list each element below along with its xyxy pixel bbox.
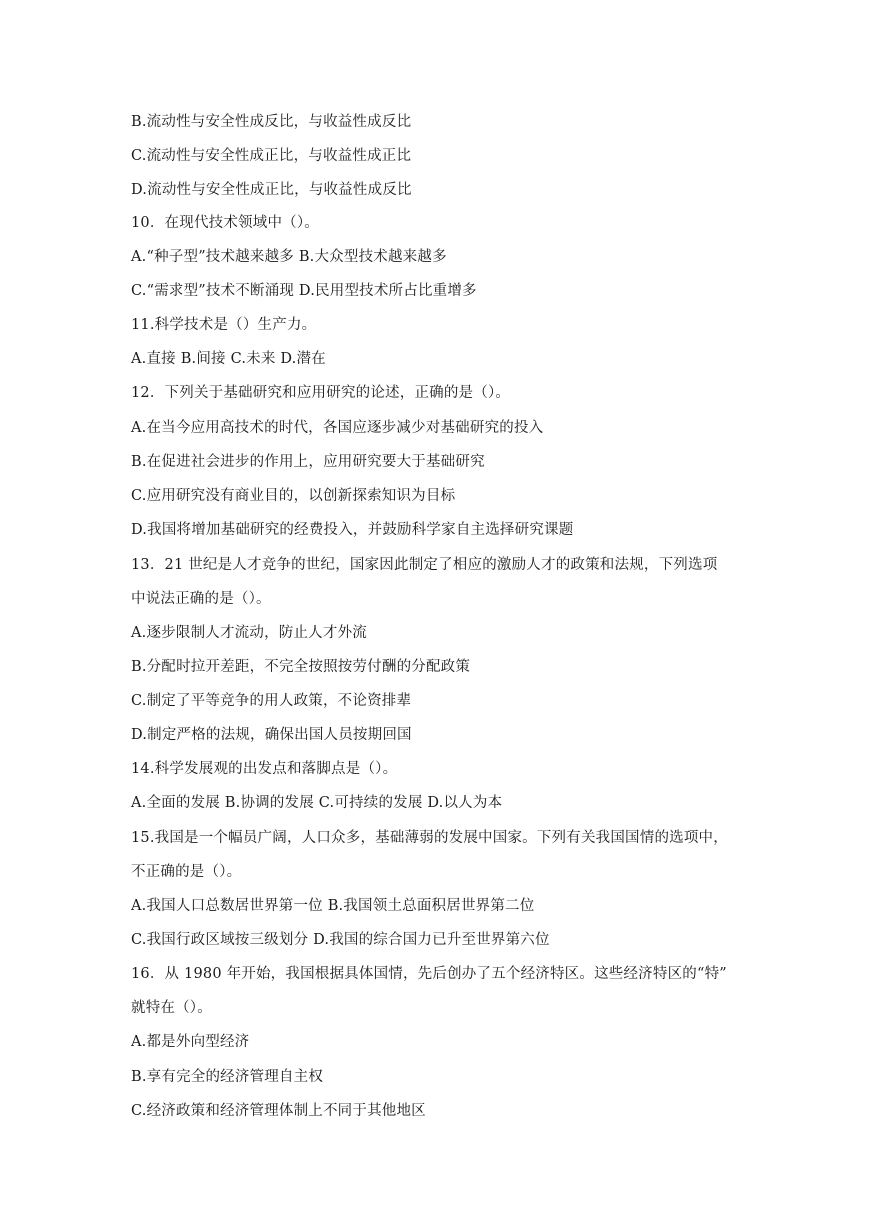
option-line: C.经济政策和经济管理体制上不同于其他地区 xyxy=(131,1103,426,1119)
option-line: B.分配时拉开差距，不完全按照按劳付酬的分配政策 xyxy=(131,659,471,675)
option-line: A.直接 B.间接 C.未来 D.潜在 xyxy=(131,351,326,367)
question-line: 就特在（）。 xyxy=(131,1000,212,1016)
option-line: C.制定了平等竞争的用人政策，不论资排辈 xyxy=(131,693,412,709)
option-line: C.应用研究没有商业目的，以创新探索知识为目标 xyxy=(131,488,456,504)
question-line: 不正确的是（）。 xyxy=(131,864,242,880)
question-line: 12．下列关于基础研究和应用研究的论述，正确的是（）。 xyxy=(131,385,511,401)
option-line: D.制定严格的法规，确保出国人员按期回国 xyxy=(131,727,412,743)
option-line: D.我国将增加基础研究的经费投入，并鼓励科学家自主选择研究课题 xyxy=(131,522,574,538)
option-line: D.流动性与安全性成正比，与收益性成反比 xyxy=(131,182,412,198)
option-line: A.在当今应用高技术的时代，各国应逐步减少对基础研究的投入 xyxy=(131,420,544,436)
option-line: B.享有完全的经济管理自主权 xyxy=(131,1069,324,1085)
question-line: 15.我国是一个幅员广阔，人口众多，基础薄弱的发展中国家。下列有关我国国情的选项中， xyxy=(131,830,728,846)
option-line: A.都是外向型经济 xyxy=(131,1034,250,1050)
option-line: C.流动性与安全性成正比，与收益性成正比 xyxy=(131,148,412,164)
option-line: B.流动性与安全性成反比，与收益性成反比 xyxy=(131,114,412,130)
question-line: 14.科学发展观的出发点和落脚点是（）。 xyxy=(131,761,398,777)
question-line: 10．在现代技术领域中（）。 xyxy=(131,215,319,231)
option-line: B.在促进社会进步的作用上，应用研究要大于基础研究 xyxy=(131,454,485,470)
option-line: C.“需求型”技术不断涌现 D.民用型技术所占比重增多 xyxy=(131,283,477,299)
question-line: 11.科学技术是（）生产力。 xyxy=(131,317,317,333)
option-line: A.我国人口总数居世界第一位 B.我国领土总面积居世界第二位 xyxy=(131,898,535,914)
question-line: 16．从 1980 年开始，我国根据具体国情，先后创办了五个经济特区。这些经济特区的“特” xyxy=(131,966,727,982)
option-line: A.“种子型”技术越来越多 B.大众型技术越来越多 xyxy=(131,249,447,265)
question-line: 13．21 世纪是人才竞争的世纪，国家因此制定了相应的激励人才的政策和法规，下列选项 xyxy=(131,557,718,573)
option-line: C.我国行政区域按三级划分 D.我国的综合国力已升至世界第六位 xyxy=(131,932,550,948)
option-line: A.逐步限制人才流动，防止人才外流 xyxy=(131,625,367,641)
option-line: A.全面的发展 B.协调的发展 C.可持续的发展 D.以人为本 xyxy=(131,795,503,811)
question-line: 中说法正确的是（）。 xyxy=(131,591,271,607)
